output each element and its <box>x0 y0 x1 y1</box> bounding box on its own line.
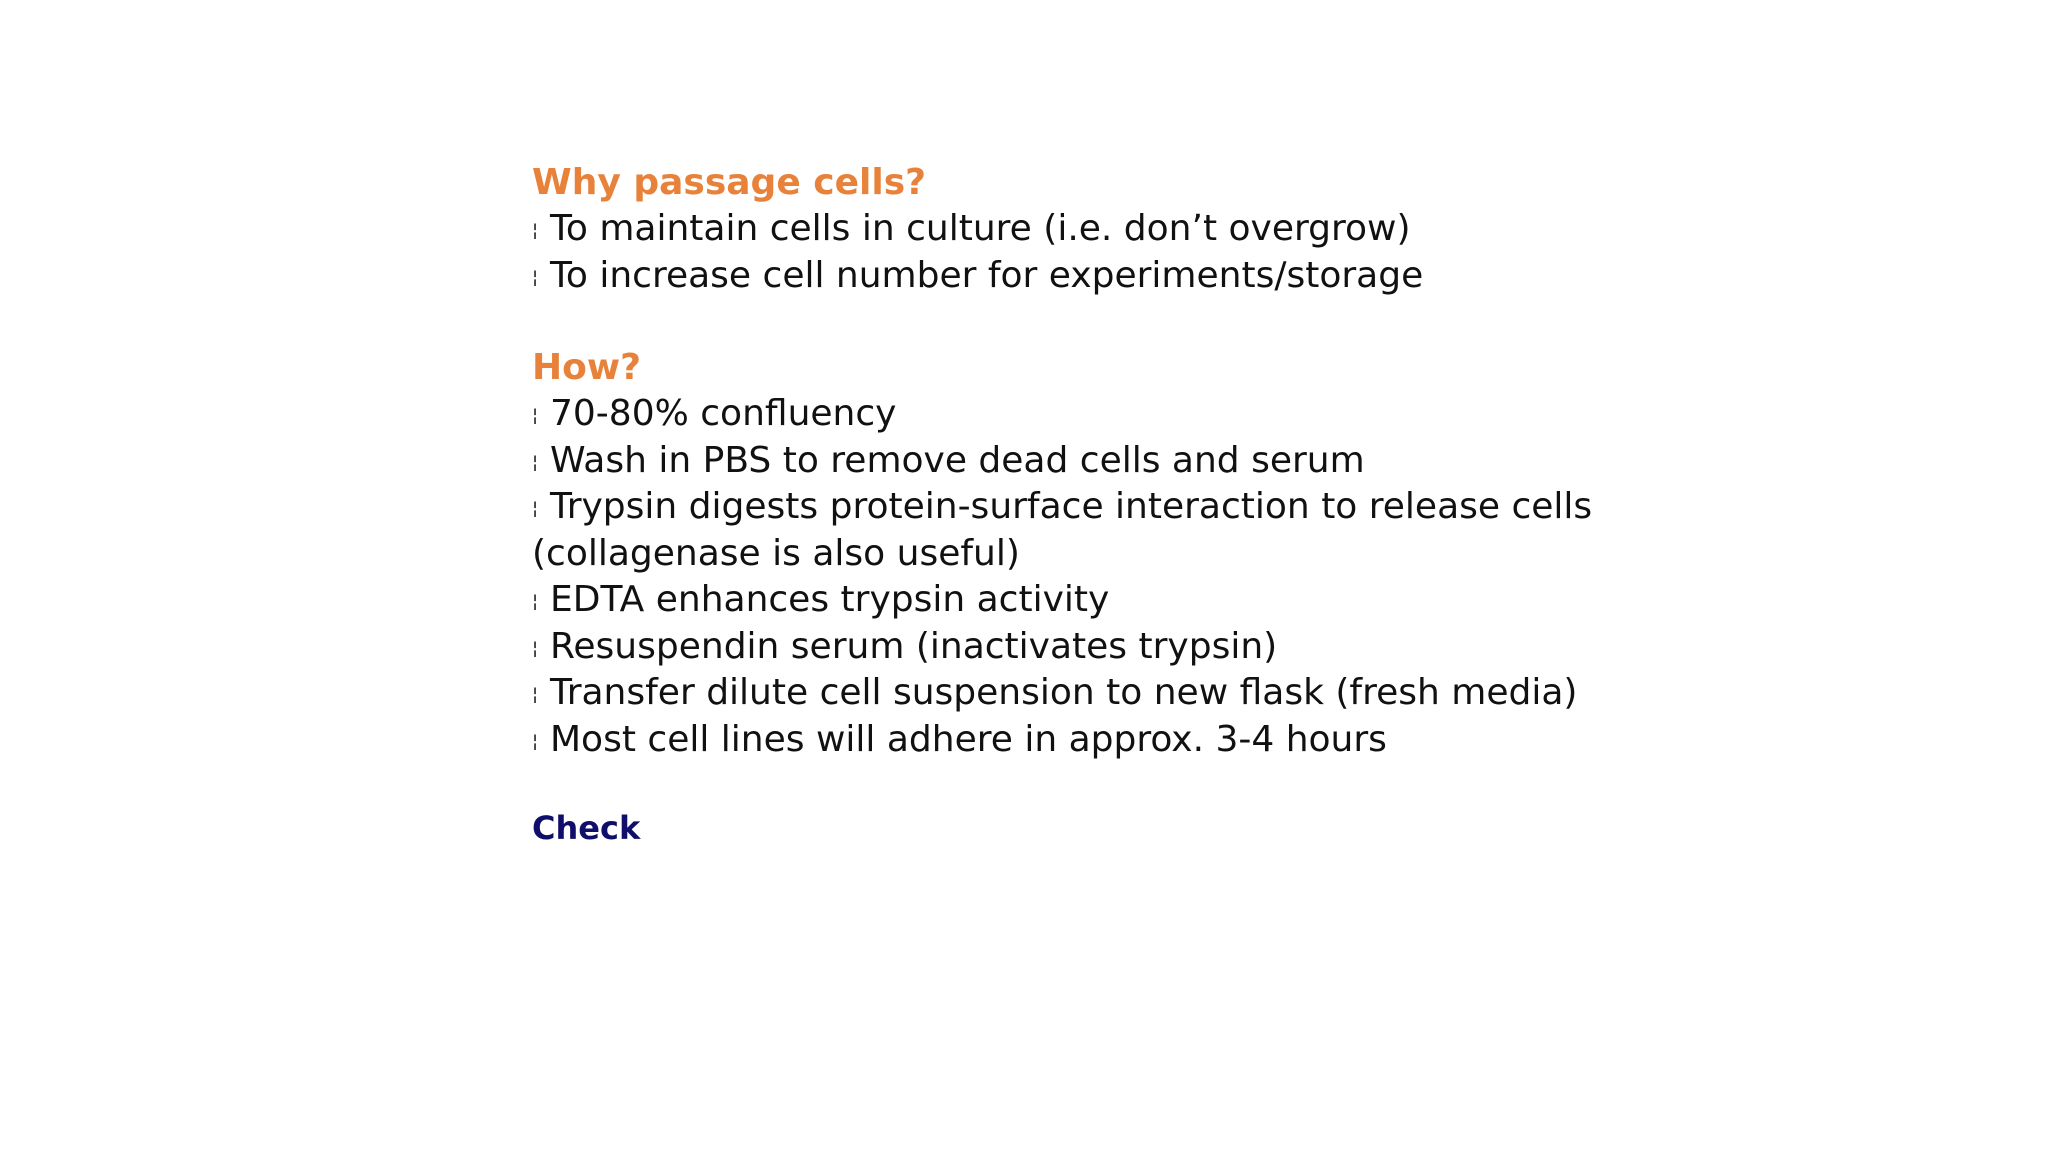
spacer <box>532 763 1632 805</box>
list-item <box>532 670 1632 717</box>
bullet-icon: ¦ <box>532 684 537 705</box>
list-item-continuation: (collagenase is also useful) <box>532 532 1020 574</box>
list-item-text: Resuspendin serum (inactivates trypsin) <box>550 625 1278 667</box>
list-item-text: Most cell lines will adhere in approx. 3-4 hours <box>550 718 1387 760</box>
list-item-text: Transfer dilute cell suspension to new flask (fresh media) <box>550 672 1578 713</box>
heading-how: How? <box>532 347 642 388</box>
list-item <box>532 253 1632 300</box>
bullet-icon: ¦ <box>532 451 537 473</box>
slide-content <box>532 160 1632 851</box>
bullet-icon: ¦ <box>532 591 537 612</box>
list-item <box>532 624 1632 671</box>
heading-check: Check <box>532 809 641 847</box>
bullet-icon: ¦ <box>532 730 537 752</box>
list-item <box>532 484 1632 531</box>
list-item-text: To maintain cells in culture (i.e. don’t overgrow) <box>550 208 1411 249</box>
heading-why-passage: Why passage cells? <box>532 162 927 203</box>
list-item <box>532 577 1632 624</box>
list-item-text: 70-80% confluency <box>550 393 897 434</box>
list-item <box>532 438 1632 485</box>
list-item <box>532 391 1632 438</box>
list-item-text: Wash in PBS to remove dead cells and serum <box>550 439 1365 481</box>
bullet-icon: ¦ <box>532 405 537 426</box>
bullet-icon: ¦ <box>532 220 537 241</box>
bullet-icon: ¦ <box>532 266 537 288</box>
list-item-text: To increase cell number for experiments/storage <box>550 254 1424 296</box>
list-item <box>532 206 1632 253</box>
list-item-text: EDTA enhances trypsin activity <box>550 579 1110 620</box>
list-item <box>532 717 1632 764</box>
list-item-text: Trypsin digests protein-surface interaction to release cells <box>550 486 1593 527</box>
bullet-icon: ¦ <box>532 637 537 659</box>
bullet-icon: ¦ <box>532 498 537 519</box>
spacer <box>532 299 1632 345</box>
